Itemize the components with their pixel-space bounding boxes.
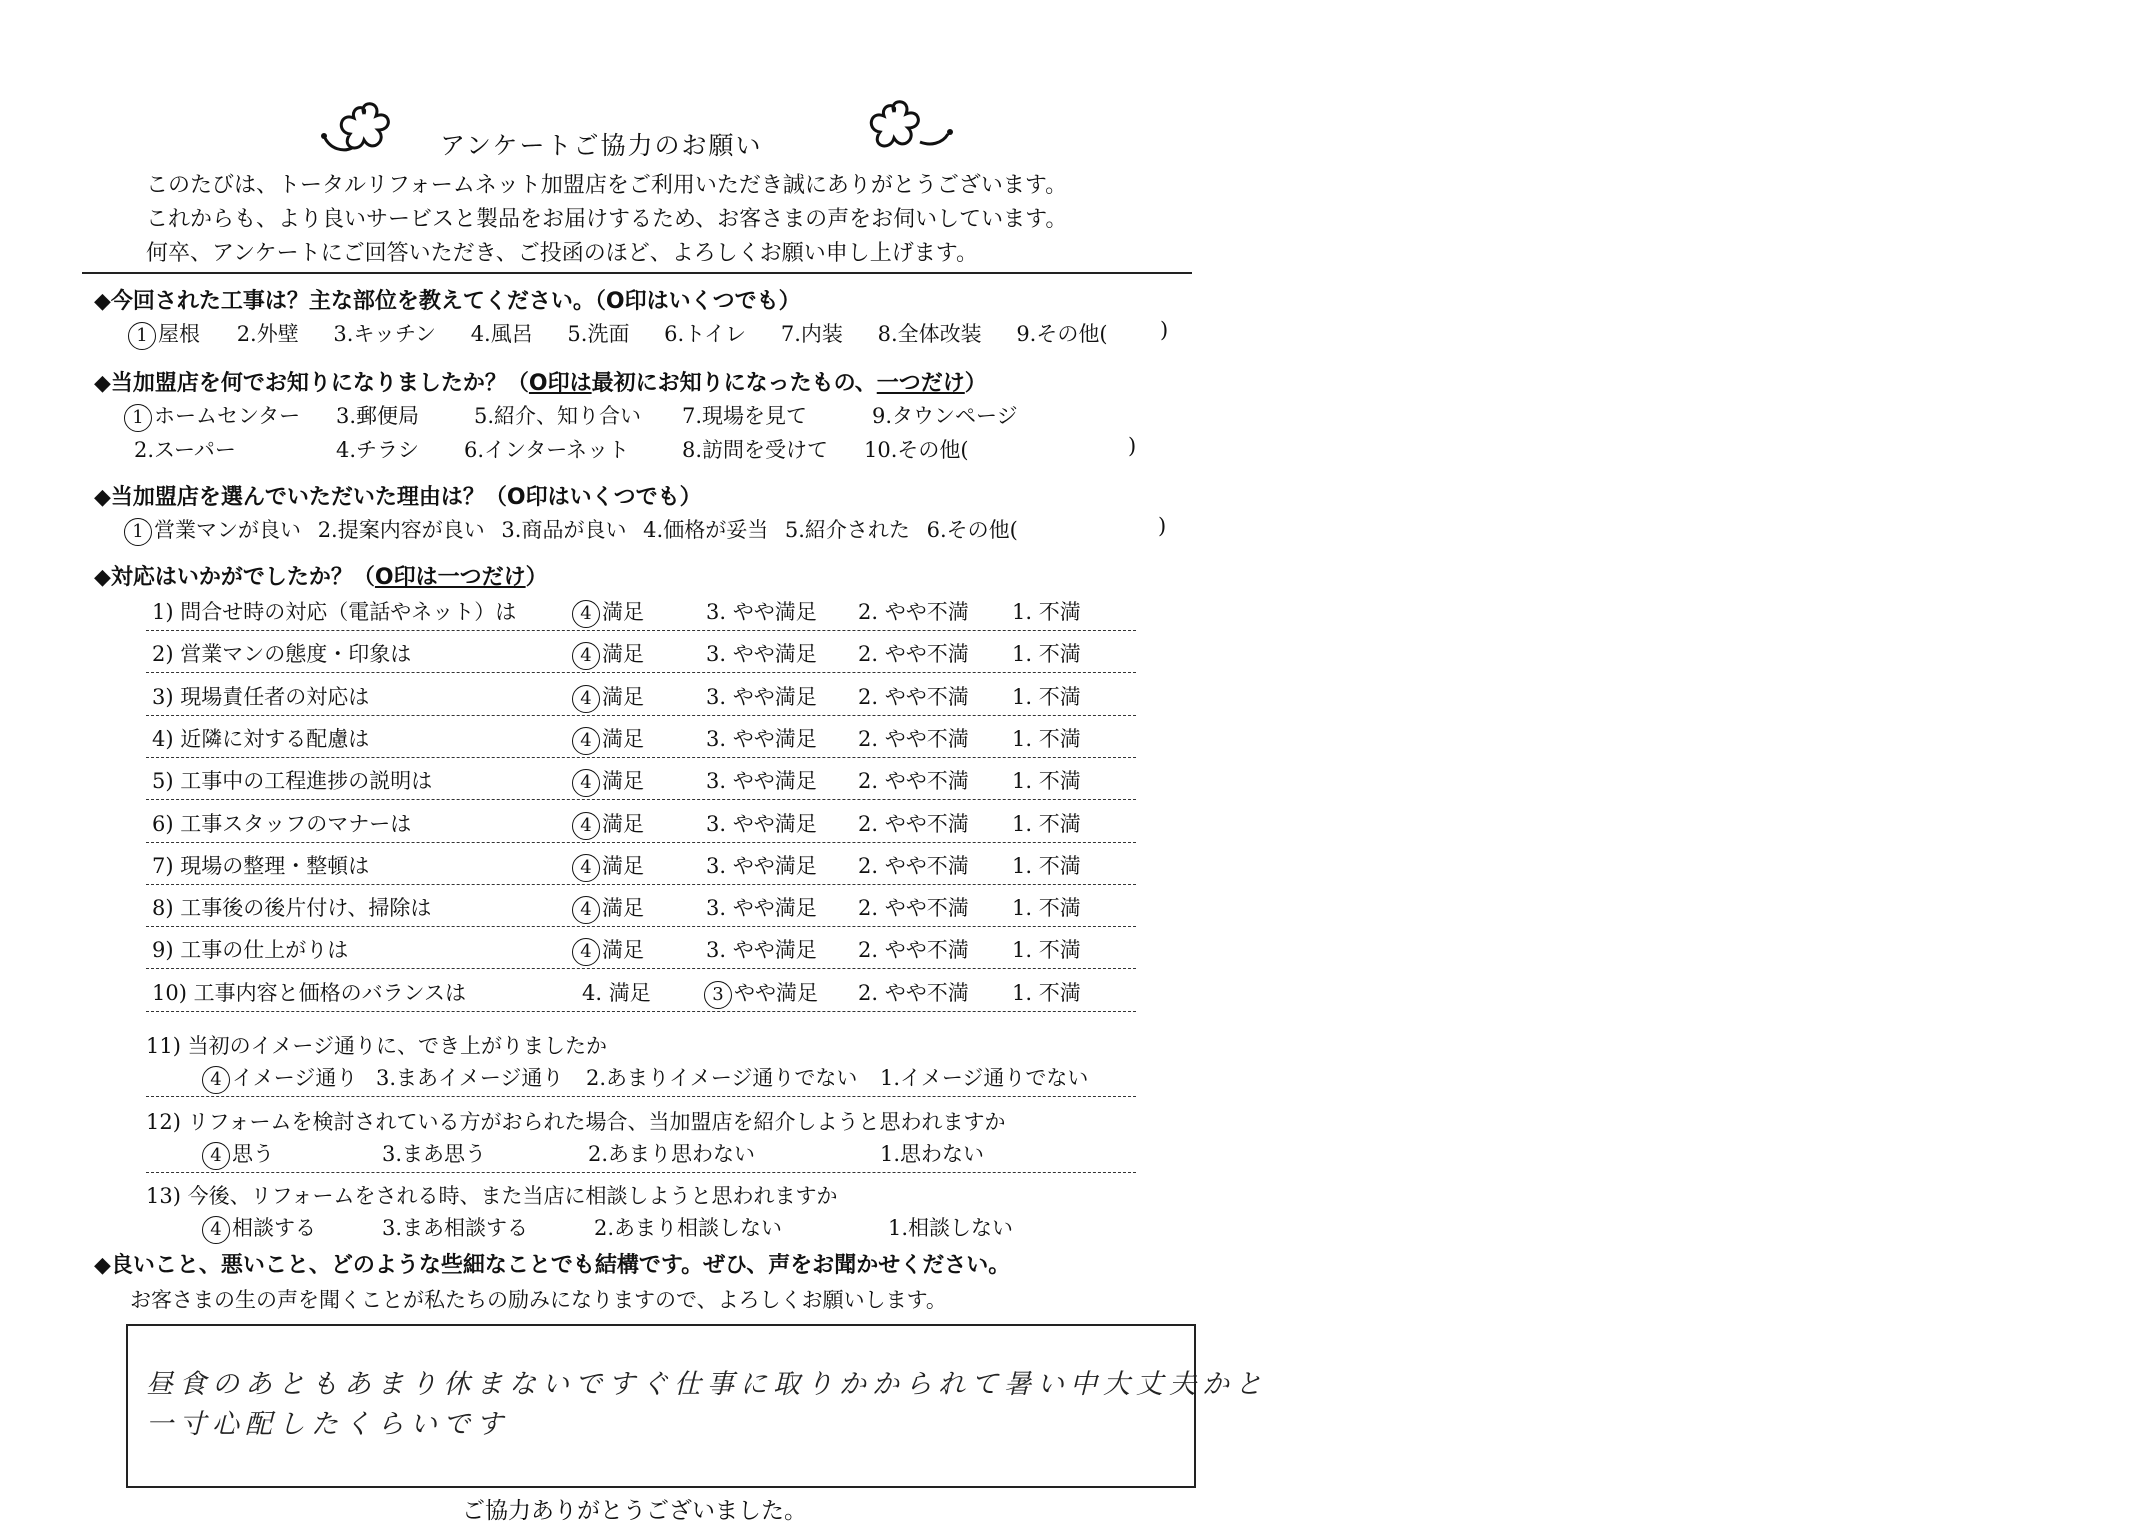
q4-option-1: 1. 不満 [1012,938,1081,962]
q4-option-2: 2. やや不満 [858,600,969,624]
circled-answer: 4 [572,642,600,670]
circled-answer: 1 [124,404,152,432]
q11-opt-b: 3.まあイメージ通り [376,1066,564,1090]
q4-option-1: 1. 不満 [1012,727,1081,751]
q4-option-2: 2. やや不満 [858,769,969,793]
q12-label: 12) リフォームを検討されている方がおられた場合、当加盟店を紹介しようと思われますか [146,1110,1006,1134]
row-divider [146,715,1136,716]
q4-row-label: 7) 現場の整理・整頓は [152,854,370,878]
q5-sub: お客さまの生の声を聞くことが私たちの励みになりますので、よろしくお願いします。 [130,1288,947,1312]
q2-row1-d: 7.現場を見て [682,404,808,428]
q4-option-2: 2. やや不満 [858,896,969,920]
page-title: アンケートご協力のお願い [440,131,763,160]
flower-left-icon [316,100,412,164]
q13-opt-b: 3.まあ相談する [382,1216,529,1240]
circled-answer: 4 [572,896,600,924]
q4-option-3: 3. やや満足 [706,769,817,793]
q1-options [128,318,1108,350]
q4-option-2: 2. やや不満 [858,812,969,836]
row-divider [146,884,1136,885]
q13-opt-c: 2.あまり相談しない [594,1216,783,1240]
circled-answer: 4 [572,685,600,713]
row-divider [146,968,1136,969]
q2-row2-c: 6.インターネット [464,438,630,462]
q1-option-5: 5.洗面 [567,322,630,346]
row-divider [146,757,1136,758]
circled-answer: 3 [704,981,732,1009]
q4-option-1: 1. 不満 [1012,981,1081,1005]
q4-row-label: 6) 工事スタッフのマナーは [152,812,412,836]
q4-option-3: 3. やや満足 [706,642,817,666]
q4-option-3: 3 やや満足 [704,977,818,1009]
q4-option-4: 4 満足 [572,681,644,713]
q4-option-4: 4 満足 [572,934,644,966]
q11-label: 11) 当初のイメージ通りに、でき上がりましたか [146,1034,607,1058]
q4-option-1: 1. 不満 [1012,600,1081,624]
q4-option-1: 1. 不満 [1012,769,1081,793]
q4-option-3: 3. やや満足 [706,685,817,709]
q11-opt-c: 2.あまりイメージ通りでない [586,1066,858,1090]
handwritten-answer-line-2: 一寸心配したくらいです [146,1409,509,1440]
circled-answer: 4 [572,938,600,966]
q12-opt-d: 1.思わない [880,1142,985,1166]
q4-option-4: 4 満足 [572,765,644,797]
q4-option-3: 3. やや満足 [706,896,817,920]
row-divider [146,842,1136,843]
q4-option-1: 1. 不満 [1012,685,1081,709]
q1-option-1: 屋根 [158,322,200,346]
q4-option-2: 2. やや不満 [858,642,969,666]
q4-option-2: 2. やや不満 [858,938,969,962]
q13-opt-a: 4 相談する [202,1212,316,1244]
intro-line-2: これからも、より良いサービスと製品をお届けするため、お客さまの声をお伺いしています。 [146,207,1068,232]
row-divider [146,799,1136,800]
q4-option-4: 4 満足 [572,850,644,882]
q1-option-9: 9.その他( [1016,322,1108,346]
circled-answer: 4 [572,812,600,840]
intro-line-3: 何卒、アンケートにご回答いただき、ご投函のほど、よろしくお願い申し上げます。 [146,241,979,266]
circled-answer: 4 [202,1066,230,1094]
q11-opt-d: 1.イメージ通りでない [880,1066,1089,1090]
flower-right-icon [858,96,958,162]
q4-option-4: 4 満足 [572,892,644,924]
q4-option-1: 1. 不満 [1012,854,1081,878]
row-divider [146,926,1136,927]
thanks-message: ご協力ありがとうございました。 [462,1498,807,1524]
q4-option-3: 3. やや満足 [706,938,817,962]
q3-options: 1 営業マンが良い 2.提案内容が良い 3.商品が良い 4.価格が妥当 5.紹介された 6.その他( [124,514,1018,546]
q4-option-2: 2. やや不満 [858,727,969,751]
q2-row1-e: 9.タウンページ [872,404,1018,428]
q4-option-3: 3. やや満足 [706,600,817,624]
q3-option-close: ) [1158,514,1167,538]
circled-answer: 4 [202,1216,230,1244]
q1-label: ◆今回された工事は？主な部位を教えてください。（O印はいくつでも） [94,289,801,314]
q2-row2-d: 8.訪問を受けて [682,438,829,462]
row-divider [146,630,1136,631]
q4-row-label: 3) 現場責任者の対応は [152,685,370,709]
row-divider [146,672,1136,673]
circled-answer: 4 [572,600,600,628]
q4-option-2: 2. やや不満 [858,981,969,1005]
circled-answer: 4 [572,769,600,797]
q4-option-4: 4 満足 [572,638,644,670]
q2-row2-close: ) [1128,434,1137,458]
q4-row-label: 1) 問合せ時の対応（電話やネット）は [152,600,517,624]
q4-option-1: 1. 不満 [1012,896,1081,920]
circled-answer: 4 [572,727,600,755]
q4-row-label: 10) 工事内容と価格のバランスは [152,981,466,1005]
q1-option-7: 7.内装 [780,322,843,346]
q12-opt-a: 4 思う [202,1138,274,1170]
q13-label: 13) 今後、リフォームをされる時、また当店に相談しようと思われますか [146,1184,838,1208]
q4-option-1: 1. 不満 [1012,812,1081,836]
q4-option-2: 2. やや不満 [858,685,969,709]
handwritten-answer-line-1: 昼食のあともあまり休まないですぐ仕事に取りかかられて暑い中大丈夫かと [146,1369,1268,1400]
q4-option-3: 3. やや満足 [706,812,817,836]
q2-label: ◆当加盟店を何でお知りになりましたか？（O印は最初にお知りになったもの、一つだけ） [94,371,987,396]
q13-opt-d: 1.相談しない [888,1216,1014,1240]
q2-row1-b: 3.郵便局 [336,404,420,428]
circled-answer: 4 [202,1142,230,1170]
circled-answer: 1 [124,518,152,546]
q4-row-label: 5) 工事中の工程進捗の説明は [152,769,433,793]
q1-option-6: 6.トイレ [664,322,747,346]
q4-option-4: 4 満足 [572,808,644,840]
intro-line-1: このたびは、トータルリフォームネット加盟店をご利用いただき誠にありがとうございます。 [146,173,1068,198]
q4-row-label: 2) 営業マンの態度・印象は [152,642,412,666]
q1-option-2: 2.外壁 [236,322,299,346]
q4-option-2: 2. やや不満 [858,854,969,878]
q3-label: ◆当加盟店を選んでいただいた理由は？（O印はいくつでも） [94,485,702,510]
q2-row2-e: 10.その他( [864,438,969,462]
row-divider [146,1011,1136,1012]
q4-row-label: 9) 工事の仕上がりは [152,938,349,962]
q1-option-4: 4.風呂 [470,322,533,346]
circled-answer: 4 [572,854,600,882]
circled-answer: 1 [128,322,156,350]
q4-label: ◆対応はいかがでしたか？（O印は一つだけ） [94,565,548,590]
q4-option-1: 1. 不満 [1012,642,1081,666]
q1-option-3: 3.キッチン [333,322,436,346]
q2-row2-b: 4.チラシ [336,438,420,462]
q4-option-3: 3. やや満足 [706,727,817,751]
q1-option-close: ) [1160,318,1169,342]
header-divider [82,272,1192,274]
q4-option-4: 4 満足 [572,596,644,628]
q4-option-4: 4 満足 [572,723,644,755]
q4-row-label: 4) 近隣に対する配慮は [152,727,370,751]
q4-option-3: 3. やや満足 [706,854,817,878]
q2-row1-c: 5.紹介、知り合い [474,404,642,428]
q2-row2-a: 2.スーパー [134,438,236,462]
q12-opt-b: 3.まあ思う [382,1142,487,1166]
q2-row1-a: 1 ホームセンター [124,400,300,432]
q4-row-label: 8) 工事後の後片付け、掃除は [152,896,432,920]
q12-opt-c: 2.あまり思わない [588,1142,756,1166]
q5-label: ◆良いこと、悪いこと、どのような些細なことでも結構です。ぜひ、声をお聞かせください。 [94,1253,1011,1278]
q4-option-4: 4. 満足 [582,981,651,1005]
q1-option-8: 8.全体改装 [877,322,982,346]
q11-opt-a: 4 イメージ通り [202,1062,357,1094]
